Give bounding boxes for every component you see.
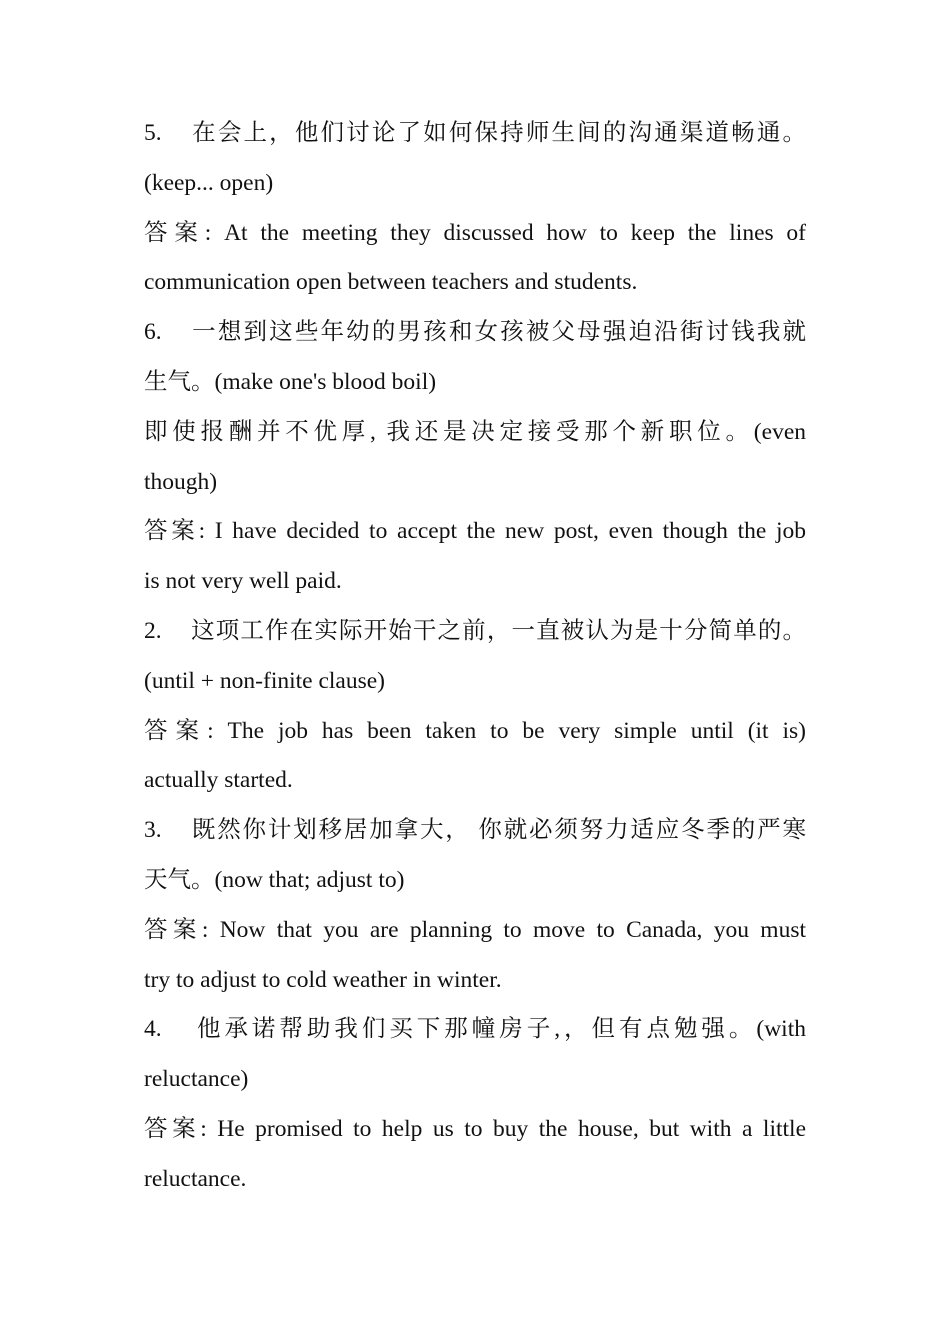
answer-1-line-2: is not very well paid. xyxy=(144,568,342,595)
question-2-line-2: (until + non-finite clause) xyxy=(144,667,386,694)
question-4-line-1 xyxy=(144,1005,806,1055)
answer-5-line-2: communication open between teachers and students. xyxy=(144,269,638,296)
answer-5-line-1: 答案: At the meeting they discussed how to keep the lines of xyxy=(144,219,806,246)
item-number: 3. xyxy=(144,817,162,844)
question-1-line-1: 即使报酬并不优厚, 我还是决定接受那个新职位。(even xyxy=(144,418,806,445)
item-number: 5. xyxy=(144,120,162,146)
question-text: 在会上，他们讨论了如何保持师生间的沟通渠道畅通。 xyxy=(190,120,806,146)
item-number: 2. xyxy=(144,617,162,644)
question-text: 一想到这些年幼的男孩和女孩被父母强迫沿街讨钱我就 xyxy=(190,319,806,346)
answer-2-line-1: 答案: The job has been taken to be very simple until (it is) xyxy=(144,717,806,744)
answer-1-line-1: 答案: I have decided to accept the new post, even though the job xyxy=(144,518,806,545)
question-text: 他承诺帮助我们买下那幢房子,，但有点勉强。(with xyxy=(193,1016,806,1043)
item-number: 4. xyxy=(144,1016,162,1043)
question-6-line-2: 生气。(make one's blood boil) xyxy=(144,368,437,395)
item-number: 6. xyxy=(144,319,162,346)
question-5-line-1 xyxy=(144,109,806,159)
question-text: 既然你计划移居加拿大， 你就必须努力适应冬季的严寒 xyxy=(190,817,806,844)
question-2-line-1 xyxy=(144,607,806,657)
answer-3-line-1: 答案: Now that you are planning to move to Canada, you must xyxy=(144,916,806,943)
question-text: 这项工作在实际开始干之前，一直被认为是十分简单的。 xyxy=(190,617,806,644)
answer-2-line-2: actually started. xyxy=(144,767,293,794)
document-body xyxy=(144,109,806,1205)
answer-4-line-1: 答案: He promised to help us to buy the house, but with a little xyxy=(144,1115,806,1142)
answer-4-line-2: reluctance. xyxy=(144,1165,247,1192)
question-3-line-1 xyxy=(144,806,806,856)
question-6-line-1 xyxy=(144,308,806,358)
question-5-line-2: (keep... open) xyxy=(144,169,274,196)
question-4-line-2: reluctance) xyxy=(144,1066,249,1093)
answer-3-line-2: try to adjust to cold weather in winter. xyxy=(144,966,502,993)
question-1-line-2: though) xyxy=(144,468,218,495)
question-3-line-2: 天气。(now that; adjust to) xyxy=(144,866,405,893)
